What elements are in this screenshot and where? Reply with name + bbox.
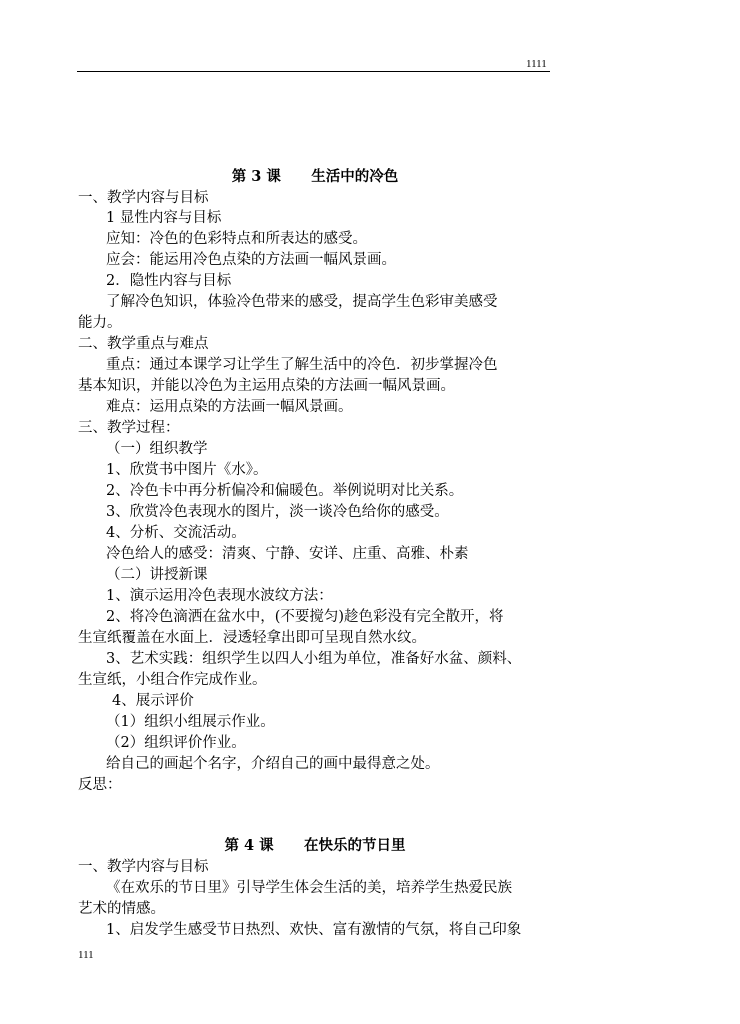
text-line: 1、欣赏书中图片《水》。 (106, 462, 268, 478)
header-rule (77, 71, 550, 72)
text-line: 1、演示运用冷色表现水波纹方法： (106, 588, 333, 604)
text-line: 1、启发学生感受节日热烈、欢快、富有激情的气氛，将自己印象 (106, 922, 522, 938)
text-line: 给自己的画起个名字，介绍自己的画中最得意之处。 (106, 756, 440, 772)
text-line: 了解冷色知识，体验冷色带来的感受，提高学生色彩审美感受 (106, 294, 498, 310)
text-line: 难点：运用点染的方法画一幅风景画。 (106, 399, 353, 415)
page-footer-number: 111 (78, 949, 94, 961)
text-line: （2）组织评价作业。 (106, 735, 246, 751)
page-header-number: 1111 (526, 58, 547, 70)
text-line: 应会：能运用冷色点染的方法画一幅风景画。 (106, 252, 396, 268)
text-line: 一、教学内容与目标 (78, 859, 209, 875)
lesson-3-title: 第 3 课 生活中的冷色 (231, 168, 399, 185)
text-line: 1 显性内容与目标 (106, 210, 222, 226)
text-line: 基本知识，并能以冷色为主运用点染的方法画一幅风景画。 (78, 378, 455, 394)
text-line: （1）组织小组展示作业。 (106, 714, 275, 730)
text-line: 生宣纸，小组合作完成作业。 (78, 672, 267, 688)
text-line: 艺术的情感。 (78, 901, 165, 917)
text-line: 应知：冷色的色彩特点和所表达的感受。 (106, 231, 367, 247)
text-line: （一）组织教学 (106, 441, 208, 457)
text-line: 二、教学重点与难点 (78, 336, 209, 352)
text-line: 4、分析、交流活动。 (106, 525, 246, 541)
text-line: 反思： (78, 777, 122, 793)
text-line: 4、展示评价 (112, 693, 194, 709)
text-line: 2、将冷色滴洒在盆水中，(不要搅匀)趁色彩没有完全散开，将 (106, 609, 504, 625)
text-line: 重点：通过本课学习让学生了解生活中的冷色．初步掌握冷色 (106, 357, 498, 373)
text-line: 一、教学内容与目标 (78, 190, 209, 206)
text-line: 2、冷色卡中再分析偏冷和偏暖色。举例说明对比关系。 (106, 483, 464, 499)
text-line: 2．隐性内容与目标 (106, 273, 232, 289)
text-line: 生宣纸覆盖在水面上．浸透轻拿出即可呈现自然水纹。 (78, 630, 426, 646)
lesson-4-title: 第 4 课 在快乐的节日里 (224, 837, 406, 854)
text-line: 3、欣赏冷色表现水的图片，淡一谈冷色给你的感受。 (106, 504, 449, 520)
text-line: 3、艺术实践：组织学生以四人小组为单位，准备好水盆、颜料、 (106, 651, 522, 667)
text-line: 三、教学过程： (78, 420, 180, 436)
text-line: （二）讲授新课 (106, 567, 208, 583)
text-line: 能力。 (78, 315, 122, 331)
text-line: 《在欢乐的节日里》引导学生体会生活的美，培养学生热爱民族 (106, 880, 512, 896)
text-line: 冷色给人的感受：清爽、宁静、安详、庄重、高雅、朴素 (106, 546, 469, 562)
